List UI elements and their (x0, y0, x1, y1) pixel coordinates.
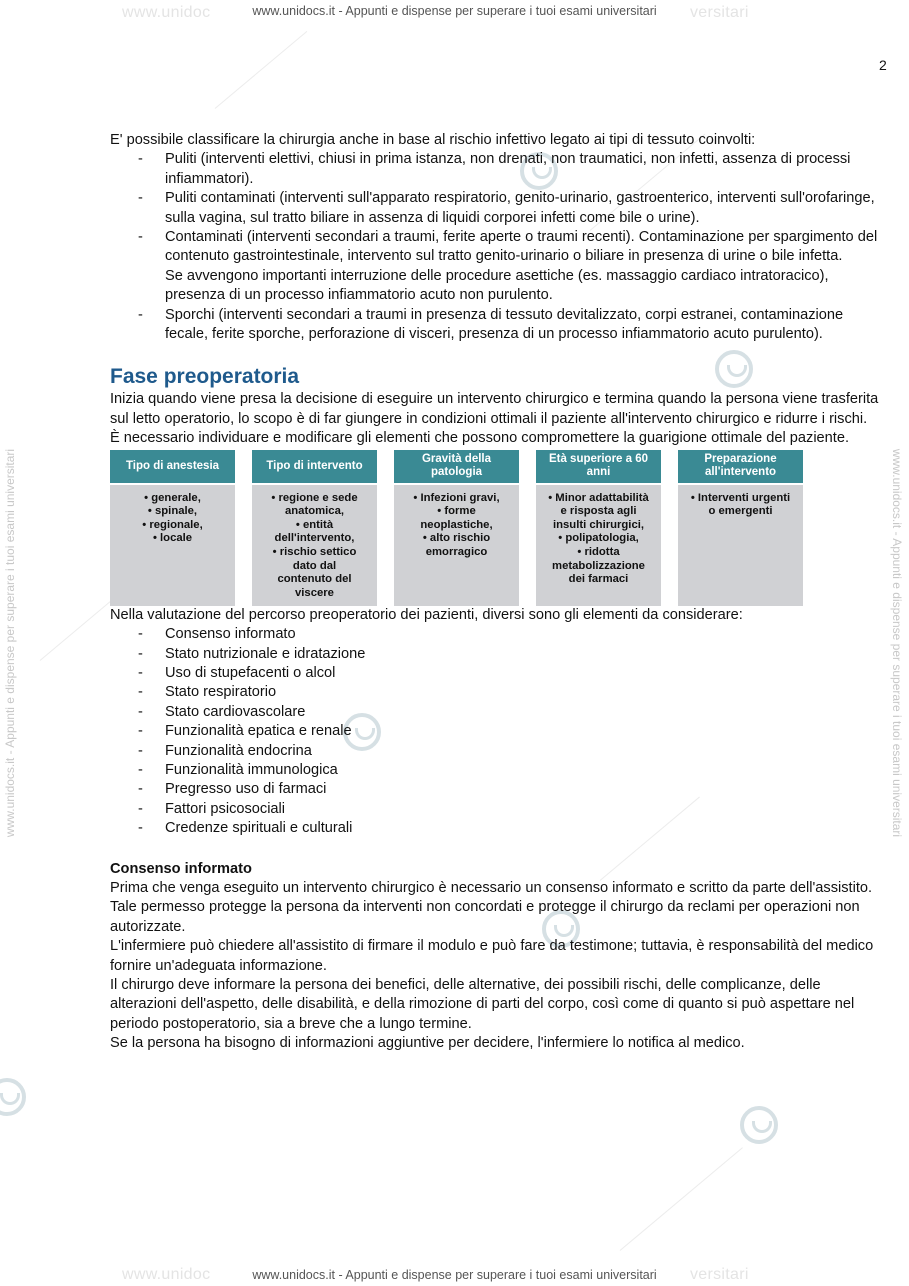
factor-box-title: Gravità della patologia (394, 450, 519, 483)
factor-box (110, 450, 235, 606)
paragraph: Il chirurgo deve informare la persona dei benefici, delle alternative, dei possibili rischi, delle complicanze, delle alterazioni dell'aspetto, delle disabilità, e della rimozione di parti del corpo, così come di quanto si può aspettare nel periodo postoperatorio, sia a breve che a lungo termine. (110, 977, 855, 1032)
page-header: www.unidocs.it - Appunti e dispense per superare i tuoi esami universitari (252, 4, 657, 18)
watermark-side-text: www.unidocs.it - Appunti e dispense per superare i tuoi esami universitari (890, 448, 904, 838)
list-item: - Stato respiratorio (110, 683, 890, 702)
list-item: - Funzionalità endocrina (110, 742, 890, 761)
factor-box-body (536, 485, 661, 606)
factor-item: • locale (152, 532, 193, 545)
preop-elements-list (110, 625, 890, 838)
factor-item: • polipatologia, (558, 532, 639, 545)
factor-box-title: Tipo di anestesia (110, 450, 235, 483)
subsection-title: Consenso informato (110, 860, 252, 877)
watermark-ghost-text: versitari (690, 4, 749, 21)
list-item: - Fattori psicosociali (110, 800, 890, 819)
page-number: 2 (879, 57, 887, 73)
document-body (110, 131, 890, 1054)
list-item: - Stato nutrizionale e idratazione (110, 645, 890, 664)
watermark-line (620, 1147, 743, 1251)
factor-box (394, 450, 519, 606)
paragraph: È necessario individuare e modificare gli elementi che possono compromettere la guarigione ottimale del paziente. (110, 430, 850, 447)
section-title: Fase preoperatoria (110, 365, 300, 389)
factor-box-body (252, 485, 377, 606)
factor-box-title: Preparazione all'intervento (678, 450, 803, 483)
factor-item: • forme neoplastiche, (420, 505, 493, 531)
factor-item: • ridotta metabolizzazione dei farmaci (552, 546, 645, 586)
factor-item: • Infezioni gravi, (413, 491, 500, 504)
watermark-logo-icon (0, 1078, 26, 1116)
factor-item: • Interventi urgenti o emergenti (690, 491, 791, 518)
infection-risk-list (110, 150, 890, 344)
factor-box (252, 450, 377, 606)
factor-box (678, 450, 803, 606)
factor-box-title: Tipo di intervento (252, 450, 377, 483)
factor-item: • generale, (144, 491, 201, 504)
watermark-logo-icon (740, 1106, 778, 1144)
factor-box-title: Età superiore a 60 anni (536, 450, 661, 483)
paragraph: Nella valutazione del percorso preoperatorio dei pazienti, diversi sono gli elementi da considerare: (110, 606, 743, 623)
factor-item: • regionale, (142, 518, 203, 531)
paragraph: Prima che venga eseguito un intervento chirurgico è necessario un consenso informato e scritto da parte dell'assistito. (110, 879, 873, 896)
paragraph: Se la persona ha bisogno di informazioni aggiuntive per decidere, l'infermiere lo notifica al medico. (110, 1035, 745, 1052)
list-item: - Puliti (interventi elettivi, chiusi in prima istanza, non drenati, non traumatici, non infetti, assenza di processi infiammatori). (110, 150, 890, 189)
factor-item: • Minor adattabilità e risposta agli insulti chirurgici, (548, 491, 649, 531)
page-footer: www.unidocs.it - Appunti e dispense per superare i tuoi esami universitari (252, 1268, 657, 1282)
factor-item: • regione e sede anatomica, (271, 491, 358, 518)
list-item: - Puliti contaminati (interventi sull'apparato respiratorio, genito-urinario, gastroenterico, interventi sull'orofaringe, sulla vagina, sul tratto biliare in assenza di liquidi corporei infetti come bile o urine). (110, 189, 890, 228)
list-item: - Stato cardiovascolare (110, 703, 890, 722)
list-item: - Consenso informato (110, 625, 890, 644)
list-item: - Funzionalità immunologica (110, 761, 890, 780)
factor-box (536, 450, 661, 606)
factor-box-body (110, 485, 235, 606)
list-item: - Sporchi (interventi secondari a traumi in presenza di tessuto devitalizzato, corpi estranei, contaminazione fecale, ferite sporche, perforazione di visceri, presenza di un processo infiammatorio acuto purulento). (110, 306, 890, 345)
factor-box-body (678, 485, 803, 606)
watermark-side-text: www.unidocs.it - Appunti e dispense per superare i tuoi esami universitari (3, 448, 17, 838)
factor-item: • entità dell'intervento, (274, 518, 355, 545)
list-item: - Credenze spirituali e culturali (110, 819, 890, 838)
paragraph: Inizia quando viene presa la decisione di eseguire un intervento chirurgico e termina quando la persona viene trasferita sul letto operatorio, lo scopo è di far giungere in condizioni ottimali il paziente all'intervento chirurgico e ridurre i rischi. (110, 391, 879, 427)
watermark-ghost-text: www.unidoc (122, 4, 211, 21)
preop-factors-diagram (110, 450, 890, 606)
list-item: - Uso di stupefacenti o alcol (110, 664, 890, 683)
paragraph: L'infermiere può chiedere all'assistito di firmare il modulo e può fare da testimone; tuttavia, è responsabilità del medico fornire un'adeguata informazione. (110, 938, 874, 974)
watermark-line (215, 31, 308, 109)
list-item-text: - Contaminati (interventi secondari a traumi, ferite aperte o traumi recenti). Contaminazione per spargimento del contenuto gastrointestinale, intervento sul tratto genito-urinario o biliare in presenza di urine o bile infetta. (165, 229, 878, 265)
factor-box-body (394, 485, 519, 606)
intro-text: E' possibile classificare la chirurgia anche in base al rischio infettivo legato ai tipi di tessuto coinvolti: (110, 132, 756, 148)
factor-item: • rischio settico dato dal contenuto del viscere (272, 546, 357, 599)
list-item-extra: Se avvengono importanti interruzione delle procedure asettiche (es. massaggio cardiaco intratoracico), presenza di un processo infiammatorio acuto non purulento. (165, 267, 829, 304)
list-item: - Pregresso uso di farmaci (110, 780, 890, 799)
watermark-ghost-text: versitari (690, 1266, 749, 1283)
list-item (110, 228, 890, 306)
paragraph: Tale permesso protegge la persona da interventi non concordati e protegge il chirurgo da reclami per operazioni non autorizzate. (110, 899, 860, 935)
watermark-ghost-text: www.unidoc (122, 1266, 211, 1283)
list-item: - Funzionalità epatica e renale (110, 722, 890, 741)
factor-item: • spinale, (147, 505, 198, 518)
factor-item: • alto rischio emorragico (422, 532, 491, 559)
